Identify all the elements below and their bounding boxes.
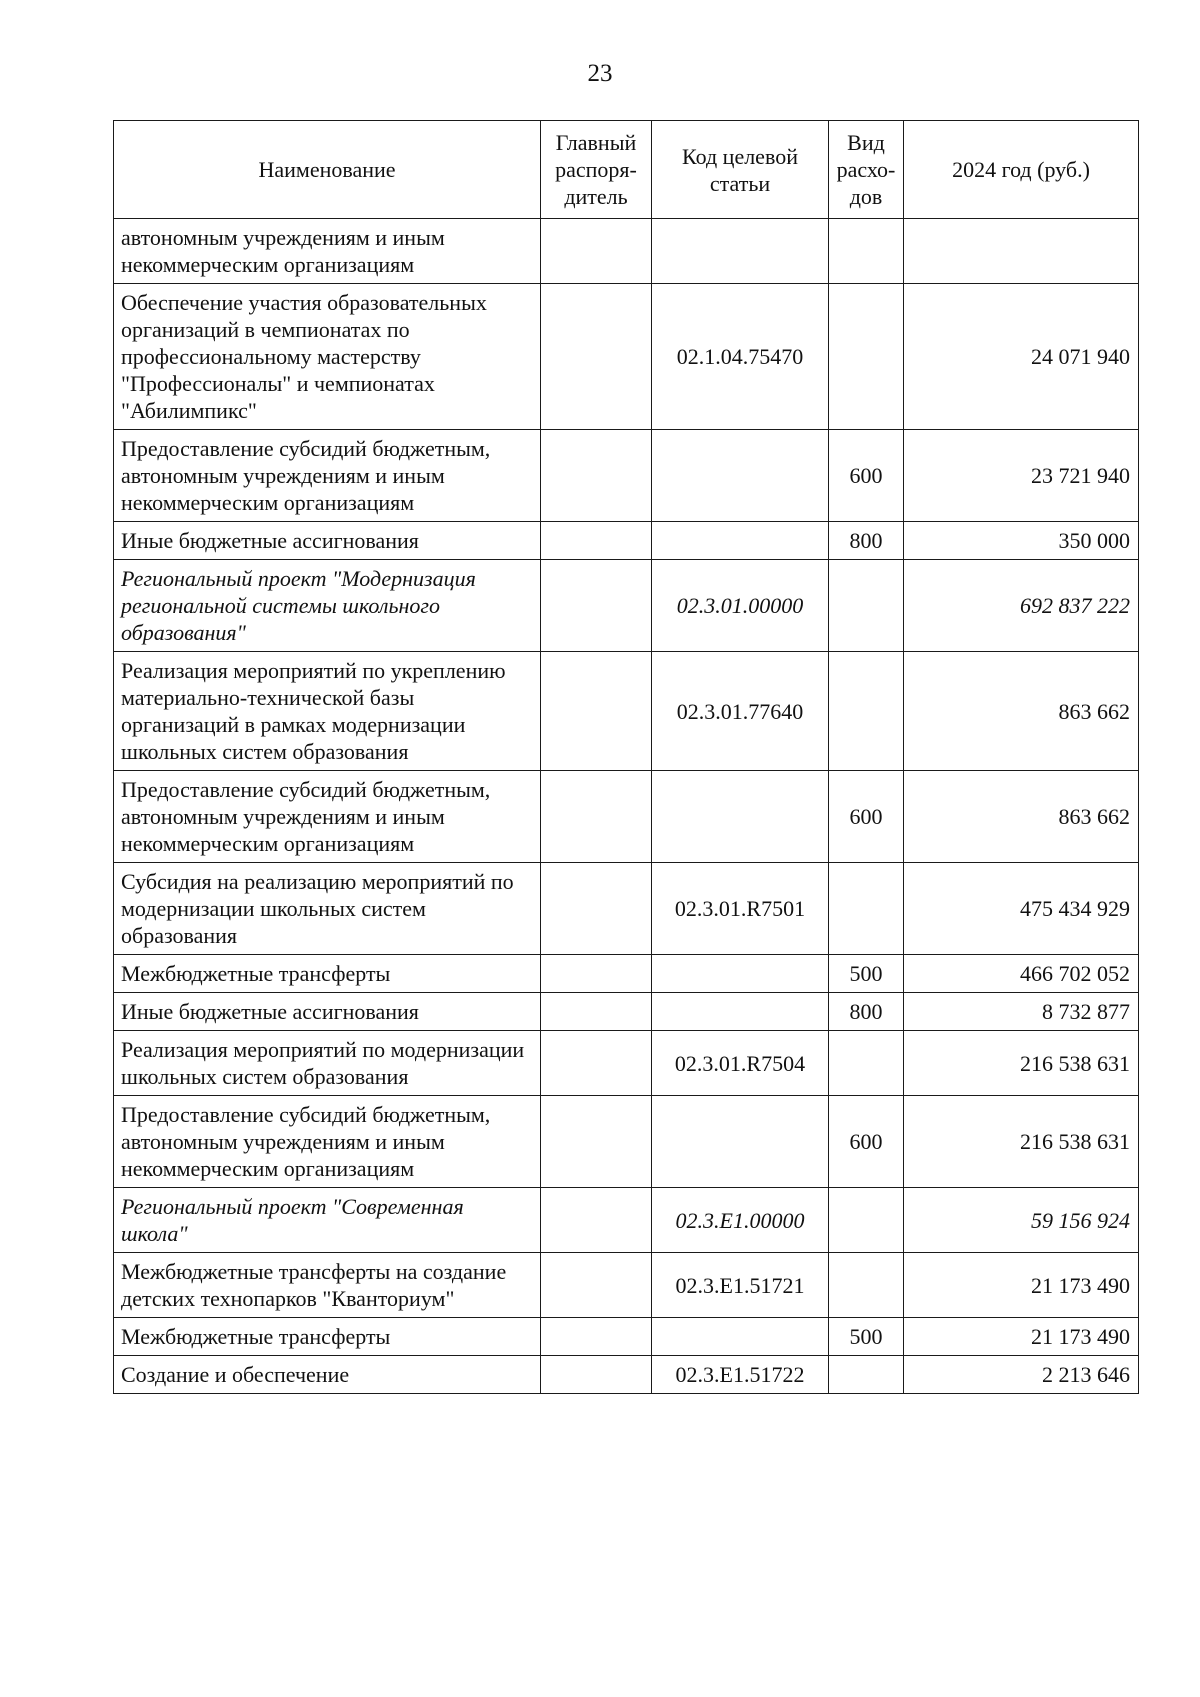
cell-target-code xyxy=(652,993,829,1031)
cell-amount: 863 662 xyxy=(904,771,1139,863)
cell-name: Реализация мероприятий по модернизации школьных систем образования xyxy=(114,1031,541,1096)
cell-name: Реализация мероприятий по укреплению материально-технической базы организаций в рамках модернизации школьных систем образования xyxy=(114,652,541,771)
cell-administrator xyxy=(541,1253,652,1318)
header-amount: 2024 год (руб.) xyxy=(904,121,1139,219)
cell-expense-type xyxy=(829,863,904,955)
table-row xyxy=(114,1188,1139,1253)
page-number: 23 xyxy=(587,60,613,87)
cell-name: Субсидия на реализацию мероприятий по модернизации школьных систем образования xyxy=(114,863,541,955)
cell-administrator xyxy=(541,1356,652,1394)
cell-expense-type xyxy=(829,1253,904,1318)
cell-amount: 216 538 631 xyxy=(904,1096,1139,1188)
cell-name: Обеспечение участия образовательных организаций в чемпионатах по профессиональному мастерству "Профессионалы" и чемпионатах "Абилимпикс" xyxy=(114,284,541,430)
table-body xyxy=(114,219,1139,1394)
cell-name: автономным учреждениям и иным некоммерческим организациям xyxy=(114,219,541,284)
cell-amount: 350 000 xyxy=(904,522,1139,560)
cell-administrator xyxy=(541,993,652,1031)
cell-name: Региональный проект "Модернизация региональной системы школьного образования" xyxy=(114,560,541,652)
cell-target-code: 02.3.01.77640 xyxy=(652,652,829,771)
table-row xyxy=(114,652,1139,771)
header-administrator: Главный распоря-дитель xyxy=(541,121,652,219)
cell-expense-type xyxy=(829,1356,904,1394)
cell-target-code xyxy=(652,771,829,863)
cell-name: Межбюджетные трансферты на создание детских технопарков "Кванториум" xyxy=(114,1253,541,1318)
table-row xyxy=(114,560,1139,652)
cell-target-code: 02.3.01.R7504 xyxy=(652,1031,829,1096)
table-row xyxy=(114,993,1139,1031)
cell-expense-type: 500 xyxy=(829,955,904,993)
cell-name: Региональный проект "Современная школа" xyxy=(114,1188,541,1253)
table-row xyxy=(114,1031,1139,1096)
cell-administrator xyxy=(541,522,652,560)
cell-administrator xyxy=(541,652,652,771)
cell-amount: 863 662 xyxy=(904,652,1139,771)
table-header-row xyxy=(114,121,1139,219)
cell-target-code: 02.3.01.00000 xyxy=(652,560,829,652)
cell-target-code: 02.3.E1.00000 xyxy=(652,1188,829,1253)
table-row xyxy=(114,771,1139,863)
cell-expense-type: 600 xyxy=(829,1096,904,1188)
header-name: Наименование xyxy=(114,121,541,219)
cell-target-code xyxy=(652,955,829,993)
cell-name: Межбюджетные трансферты xyxy=(114,955,541,993)
cell-amount: 23 721 940 xyxy=(904,430,1139,522)
cell-administrator xyxy=(541,219,652,284)
header-target-code: Код целевой статьи xyxy=(652,121,829,219)
cell-amount: 216 538 631 xyxy=(904,1031,1139,1096)
table-row xyxy=(114,522,1139,560)
table-row xyxy=(114,219,1139,284)
cell-administrator xyxy=(541,955,652,993)
cell-amount: 475 434 929 xyxy=(904,863,1139,955)
cell-expense-type xyxy=(829,560,904,652)
cell-administrator xyxy=(541,1188,652,1253)
cell-expense-type: 800 xyxy=(829,993,904,1031)
cell-administrator xyxy=(541,771,652,863)
cell-expense-type xyxy=(829,652,904,771)
table-row xyxy=(114,430,1139,522)
cell-target-code xyxy=(652,430,829,522)
cell-target-code xyxy=(652,219,829,284)
cell-target-code xyxy=(652,1096,829,1188)
cell-expense-type: 500 xyxy=(829,1318,904,1356)
cell-expense-type: 600 xyxy=(829,771,904,863)
cell-amount: 59 156 924 xyxy=(904,1188,1139,1253)
table-row xyxy=(114,1318,1139,1356)
cell-name: Межбюджетные трансферты xyxy=(114,1318,541,1356)
cell-administrator xyxy=(541,1318,652,1356)
table-row xyxy=(114,955,1139,993)
cell-target-code: 02.1.04.75470 xyxy=(652,284,829,430)
table-row xyxy=(114,284,1139,430)
cell-amount: 21 173 490 xyxy=(904,1318,1139,1356)
cell-administrator xyxy=(541,863,652,955)
header-expense-type: Вид расхо-дов xyxy=(829,121,904,219)
table-row xyxy=(114,1356,1139,1394)
cell-amount: 21 173 490 xyxy=(904,1253,1139,1318)
cell-expense-type xyxy=(829,1188,904,1253)
table-row xyxy=(114,1096,1139,1188)
table-row xyxy=(114,1253,1139,1318)
cell-administrator xyxy=(541,1096,652,1188)
cell-name: Предоставление субсидий бюджетным, автономным учреждениям и иным некоммерческим организациям xyxy=(114,430,541,522)
cell-amount: 692 837 222 xyxy=(904,560,1139,652)
cell-target-code: 02.3.01.R7501 xyxy=(652,863,829,955)
cell-amount: 8 732 877 xyxy=(904,993,1139,1031)
cell-target-code: 02.3.E1.51721 xyxy=(652,1253,829,1318)
cell-administrator xyxy=(541,560,652,652)
table-row xyxy=(114,863,1139,955)
cell-target-code: 02.3.E1.51722 xyxy=(652,1356,829,1394)
cell-amount xyxy=(904,219,1139,284)
cell-expense-type xyxy=(829,219,904,284)
cell-amount: 24 071 940 xyxy=(904,284,1139,430)
cell-expense-type: 600 xyxy=(829,430,904,522)
cell-administrator xyxy=(541,284,652,430)
cell-amount: 466 702 052 xyxy=(904,955,1139,993)
cell-administrator xyxy=(541,430,652,522)
cell-expense-type xyxy=(829,1031,904,1096)
cell-administrator xyxy=(541,1031,652,1096)
cell-target-code xyxy=(652,1318,829,1356)
cell-target-code xyxy=(652,522,829,560)
cell-amount: 2 213 646 xyxy=(904,1356,1139,1394)
budget-table xyxy=(113,120,1139,1394)
cell-name: Иные бюджетные ассигнования xyxy=(114,993,541,1031)
cell-name: Предоставление субсидий бюджетным, автономным учреждениям и иным некоммерческим организациям xyxy=(114,771,541,863)
cell-expense-type: 800 xyxy=(829,522,904,560)
cell-name: Предоставление субсидий бюджетным, автономным учреждениям и иным некоммерческим организациям xyxy=(114,1096,541,1188)
cell-name: Иные бюджетные ассигнования xyxy=(114,522,541,560)
cell-name: Создание и обеспечение xyxy=(114,1356,541,1394)
cell-expense-type xyxy=(829,284,904,430)
